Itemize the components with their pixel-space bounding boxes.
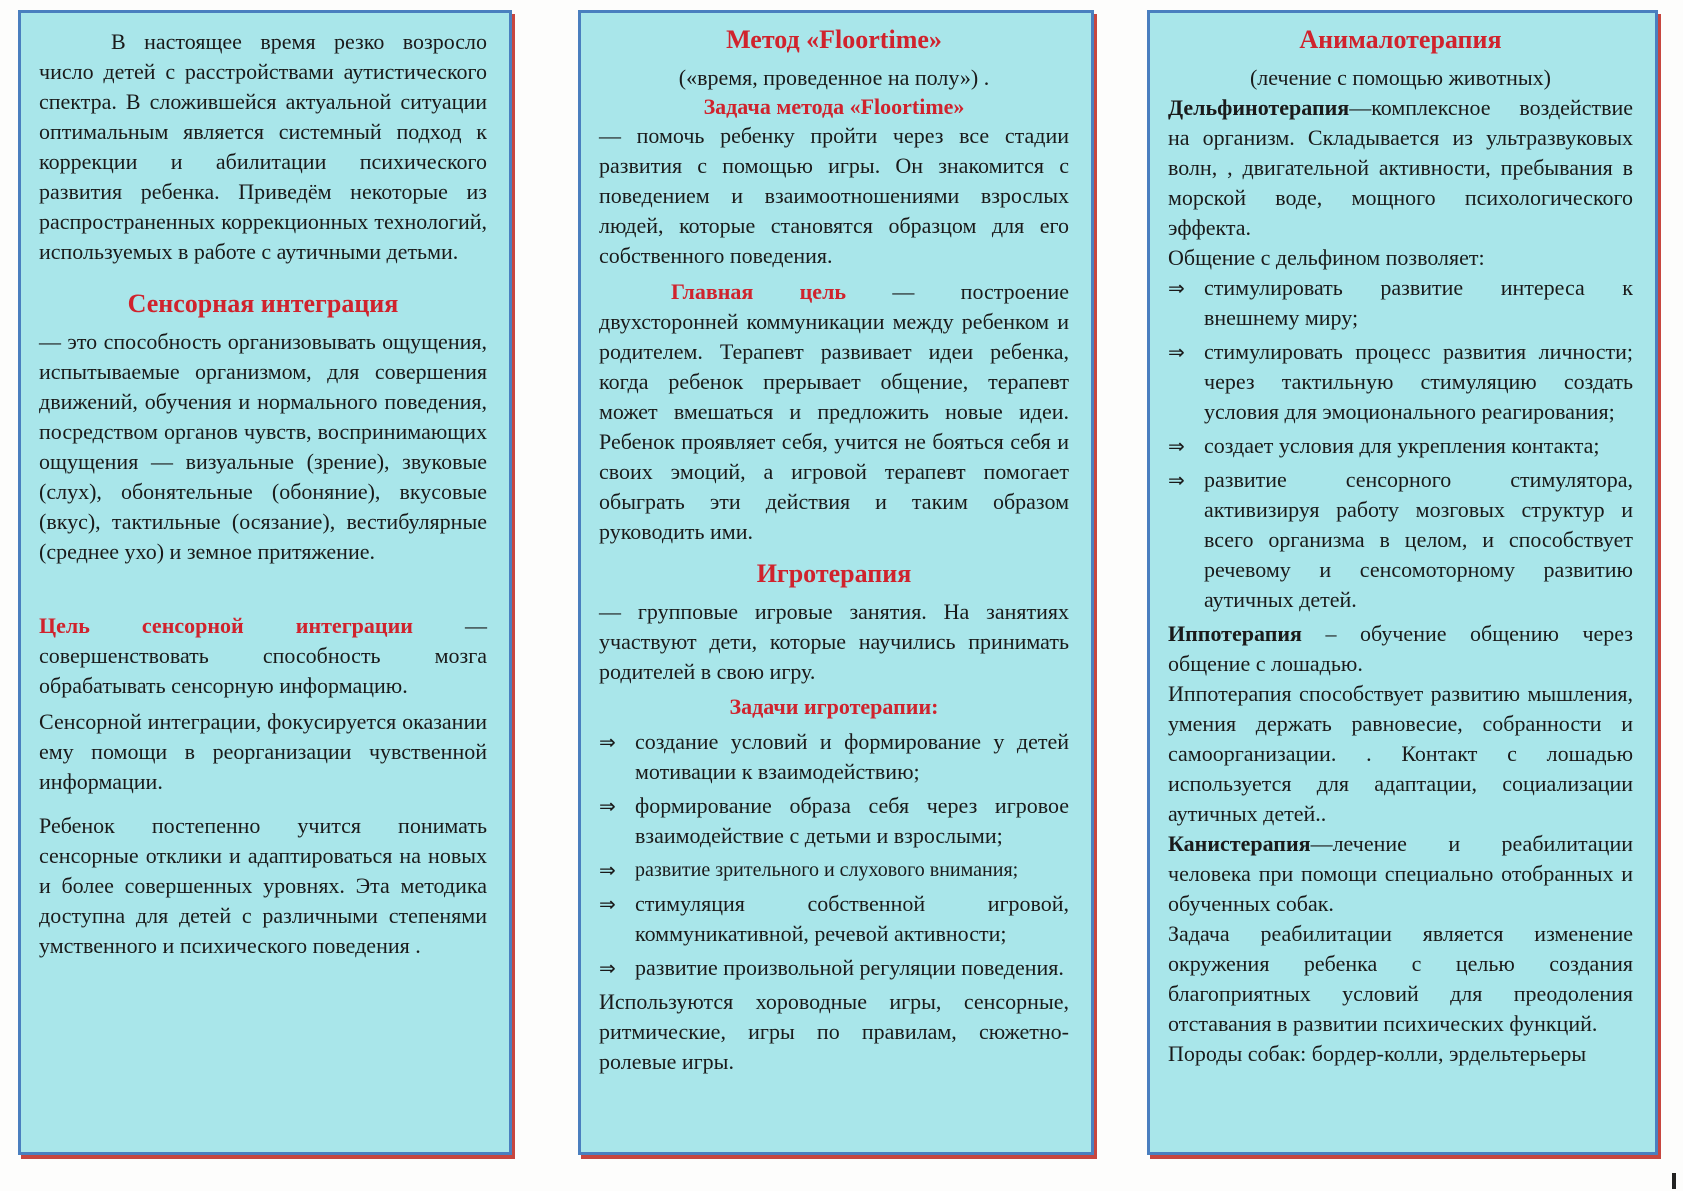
floortime-title: Метод «Floortime» xyxy=(726,25,942,54)
arrow-icon: ⇒ xyxy=(1168,276,1185,300)
floortime-task-text: — помочь ребенку пройти через все стадии развития с помощью игры. Он знакомится с поведением и взаимоотношениями взрослых людей, которые становятся образцом для его собственного поведения. xyxy=(599,123,1069,268)
dolphin-text: —комплексное воздействие на организм. Складывается из ультразвуковых волн, , двигательной активности, пребывания в морской воде, мощного психологического эффекта. xyxy=(1168,95,1633,240)
list-item: ⇒ формирование образа себя через игровое взаимодействие с детьми и взрослыми; xyxy=(599,793,1069,848)
arrow-icon: ⇒ xyxy=(599,794,616,818)
games-text: Используются хороводные игры, сенсорные, ритмические, игры по правилам, сюжетно-ролевые игры. xyxy=(599,989,1069,1074)
play-therapy-title: Игротерапия xyxy=(756,559,912,588)
sensory-focus: Сенсорной интеграции, фокусируется оказании ему помощи в реорганизации чувственной информации. xyxy=(39,709,487,794)
play-tasks-title: Задачи игротерапии: xyxy=(729,694,939,719)
play-tasks-list xyxy=(599,727,1069,983)
list-item: ⇒ создает условия для укрепления контакта; xyxy=(1168,431,1633,461)
hippo-label: Иппотерапия xyxy=(1168,621,1302,646)
floortime-task-title: Задача метода «Floortime» xyxy=(703,94,965,119)
dolphin-label: Дельфинотерапия xyxy=(1168,95,1350,120)
floortime-main-goal xyxy=(599,277,1069,547)
dolphin-paragraph xyxy=(1168,93,1633,243)
arrow-icon: ⇒ xyxy=(1168,340,1185,364)
arrow-icon: ⇒ xyxy=(1168,468,1185,492)
list-item: ⇒ стимулировать процесс развития личности; через тактильную стимуляцию создать условия для эмоционального реагирования; xyxy=(1168,339,1633,424)
list-item: ⇒ стимуляция собственной игровой, коммуникативной, речевой активности; xyxy=(599,891,1069,946)
intro-paragraph: В настоящее время резко возросло число детей с расстройствами аутистического спектра. В сложившейся актуальной ситуации оптимальным является системный подход к коррекции и абилитации психического развития ребенка. Приведём некоторые из распространенных коррекционных технологий, используемых в работе с аутичными детьми. xyxy=(39,29,487,264)
main-goal-label: Главная цель xyxy=(671,279,847,304)
arrow-icon: ⇒ xyxy=(599,858,616,882)
canis-task: Задача реабилитации является изменение окружения ребенка с целью создания благоприятных условий для преодоления отставания в развитии психических функций. xyxy=(1168,921,1633,1036)
animal-therapy-subtitle: (лечение с помощью животных) xyxy=(1249,65,1552,90)
main-goal-text: — построение двухсторонней коммуникации между ребенком и родителем. Терапевт развивает идеи ребенка, когда ребенок прерывает общение, терапевт может вмешаться и предложить новые идеи. Ребенок проявляет себя, учится не бояться себя и своих эмоций, а игровой терапевт помогает обыграть эти действия и таким образом руководить ими. xyxy=(599,279,1069,544)
sensory-integration-title: Сенсорная интеграция xyxy=(127,289,399,318)
list-item: ⇒ развитие зрительного и слухового внимания; xyxy=(599,855,1069,885)
middle-panel xyxy=(578,10,1094,1155)
hippo-text: – обучение общению через общение с лошадью. xyxy=(1168,621,1633,676)
floortime-subtitle: («время, проведенное на полу») . xyxy=(678,65,990,90)
right-panel xyxy=(1147,10,1658,1155)
canis-paragraph xyxy=(1168,829,1633,919)
dolphin-allows: Общение с дельфином позволяет: xyxy=(1168,245,1485,270)
dolphin-list xyxy=(1168,273,1633,615)
play-therapy-text: — групповые игровые занятия. На занятиях участвуют дети, которые научились принимать родителей в свою игру. xyxy=(599,599,1069,684)
canis-text: —лечение и реабилитации человека при помощи специально отобранных и обученных собак. xyxy=(1168,831,1633,916)
list-item: ⇒ развитие произвольной регуляции поведения. xyxy=(599,953,1069,983)
scan-mark xyxy=(1672,1173,1676,1189)
arrow-icon: ⇒ xyxy=(599,892,616,916)
hippo-more: Иппотерапия способствует развитию мышления, умения держать равновесие, собранности и самоорганизации. . Контакт с лошадью используется для адаптации, социализации аутичных детей.. xyxy=(1168,681,1633,826)
arrow-icon: ⇒ xyxy=(1168,434,1185,458)
sensory-goal-text: — совершенствовать способность мозга обрабатывать сенсорную информацию. xyxy=(39,613,487,698)
left-panel xyxy=(18,10,512,1155)
sensory-goal-label: Цель сенсорной интеграции xyxy=(39,613,413,638)
hippo-paragraph xyxy=(1168,619,1633,679)
sensory-goal xyxy=(39,611,487,701)
canis-label: Канистерапия xyxy=(1168,831,1311,856)
sensory-definition: — это способность организовывать ощущения, испытываемые организмом, для совершения движений, обучения и нормального поведения, посредством органов чувств, воспринимающих ощущения — визуальные (зрение), звуковые (слух), обонятельные (обоняние), вкусовые (вкус), тактильные (осязание), вестибулярные (среднее ухо) и земное притяжение. xyxy=(39,329,487,564)
list-item: ⇒ развитие сенсорного стимулятора, активизируя работу мозговых структур и всего организма в целом, и способствует речевому и сенсомоторному развитию аутичных детей. xyxy=(1168,467,1633,612)
list-item: ⇒ стимулировать развитие интереса к внешнему миру; xyxy=(1168,275,1633,330)
animal-therapy-title: Анималотерапия xyxy=(1299,25,1502,54)
arrow-icon: ⇒ xyxy=(599,730,616,754)
list-item: ⇒ создание условий и формирование у детей мотивации к взаимодействию; xyxy=(599,729,1069,784)
sensory-child: Ребенок постепенно учится понимать сенсорные отклики и адаптироваться на новых и более совершенных уровнях. Эта методика доступна для детей с различными степенями умственного и психического поведения . xyxy=(39,813,487,958)
dog-breeds: Породы собак: бордер-колли, эрдельтерьеры xyxy=(1168,1041,1587,1066)
arrow-icon: ⇒ xyxy=(599,956,616,980)
